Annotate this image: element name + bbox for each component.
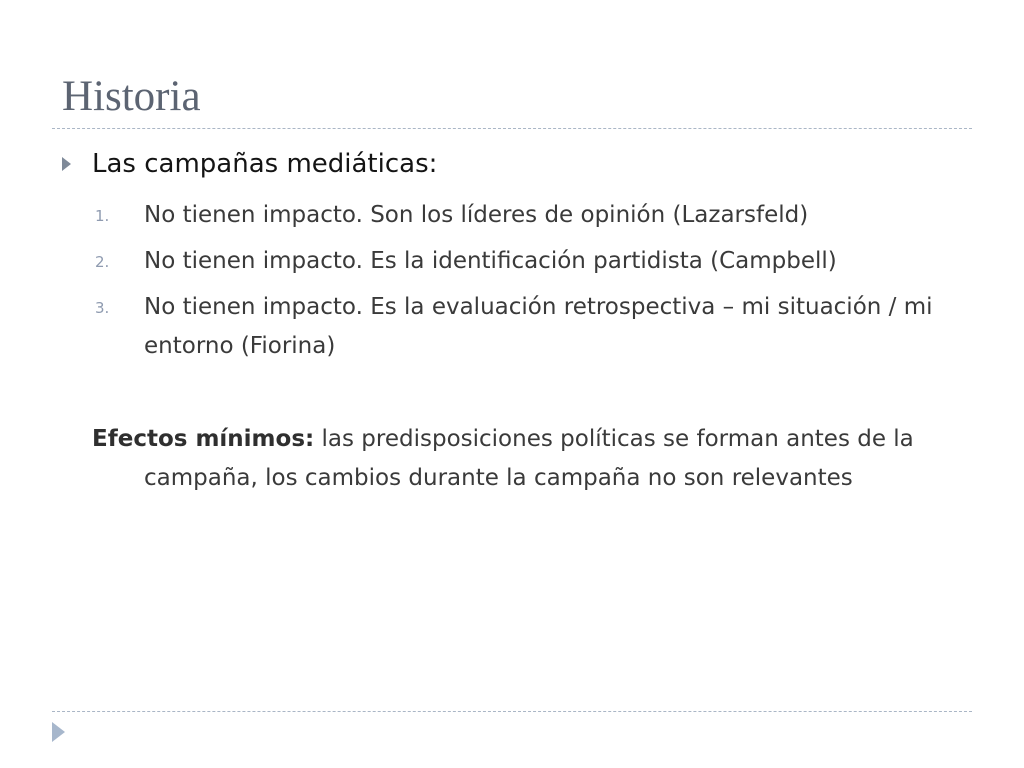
- effects-paragraph: [92, 420, 1024, 498]
- main-bullet-text: Las campañas mediáticas:: [92, 149, 438, 179]
- effects-label: Efectos mínimos:: [92, 426, 315, 452]
- list-item: [92, 242, 962, 281]
- footer-divider: [52, 711, 972, 712]
- triangle-bullet-icon: [62, 157, 71, 171]
- play-triangle-icon[interactable]: [52, 722, 65, 742]
- list-item: [92, 288, 962, 366]
- slide-title: Historia: [62, 73, 201, 120]
- list-item-text: No tienen impacto. Es la evaluación retrospectiva – mi situación / mi entorno (Fiorina): [144, 294, 933, 359]
- list-item-text: No tienen impacto. Son los líderes de opinión (Lazarsfeld): [144, 202, 809, 228]
- list-item: [92, 196, 962, 235]
- effects-text: las predisposiciones políticas se forman antes de la campaña, los cambios durante la campaña no son relevantes: [144, 426, 914, 491]
- list-item-number: 1.: [95, 207, 110, 225]
- list-item-text: No tienen impacto. Es la identificación partidista (Campbell): [144, 248, 837, 274]
- title-divider: [52, 128, 972, 129]
- list-item-number: 2.: [95, 253, 110, 271]
- list-item-number: 3.: [95, 299, 110, 317]
